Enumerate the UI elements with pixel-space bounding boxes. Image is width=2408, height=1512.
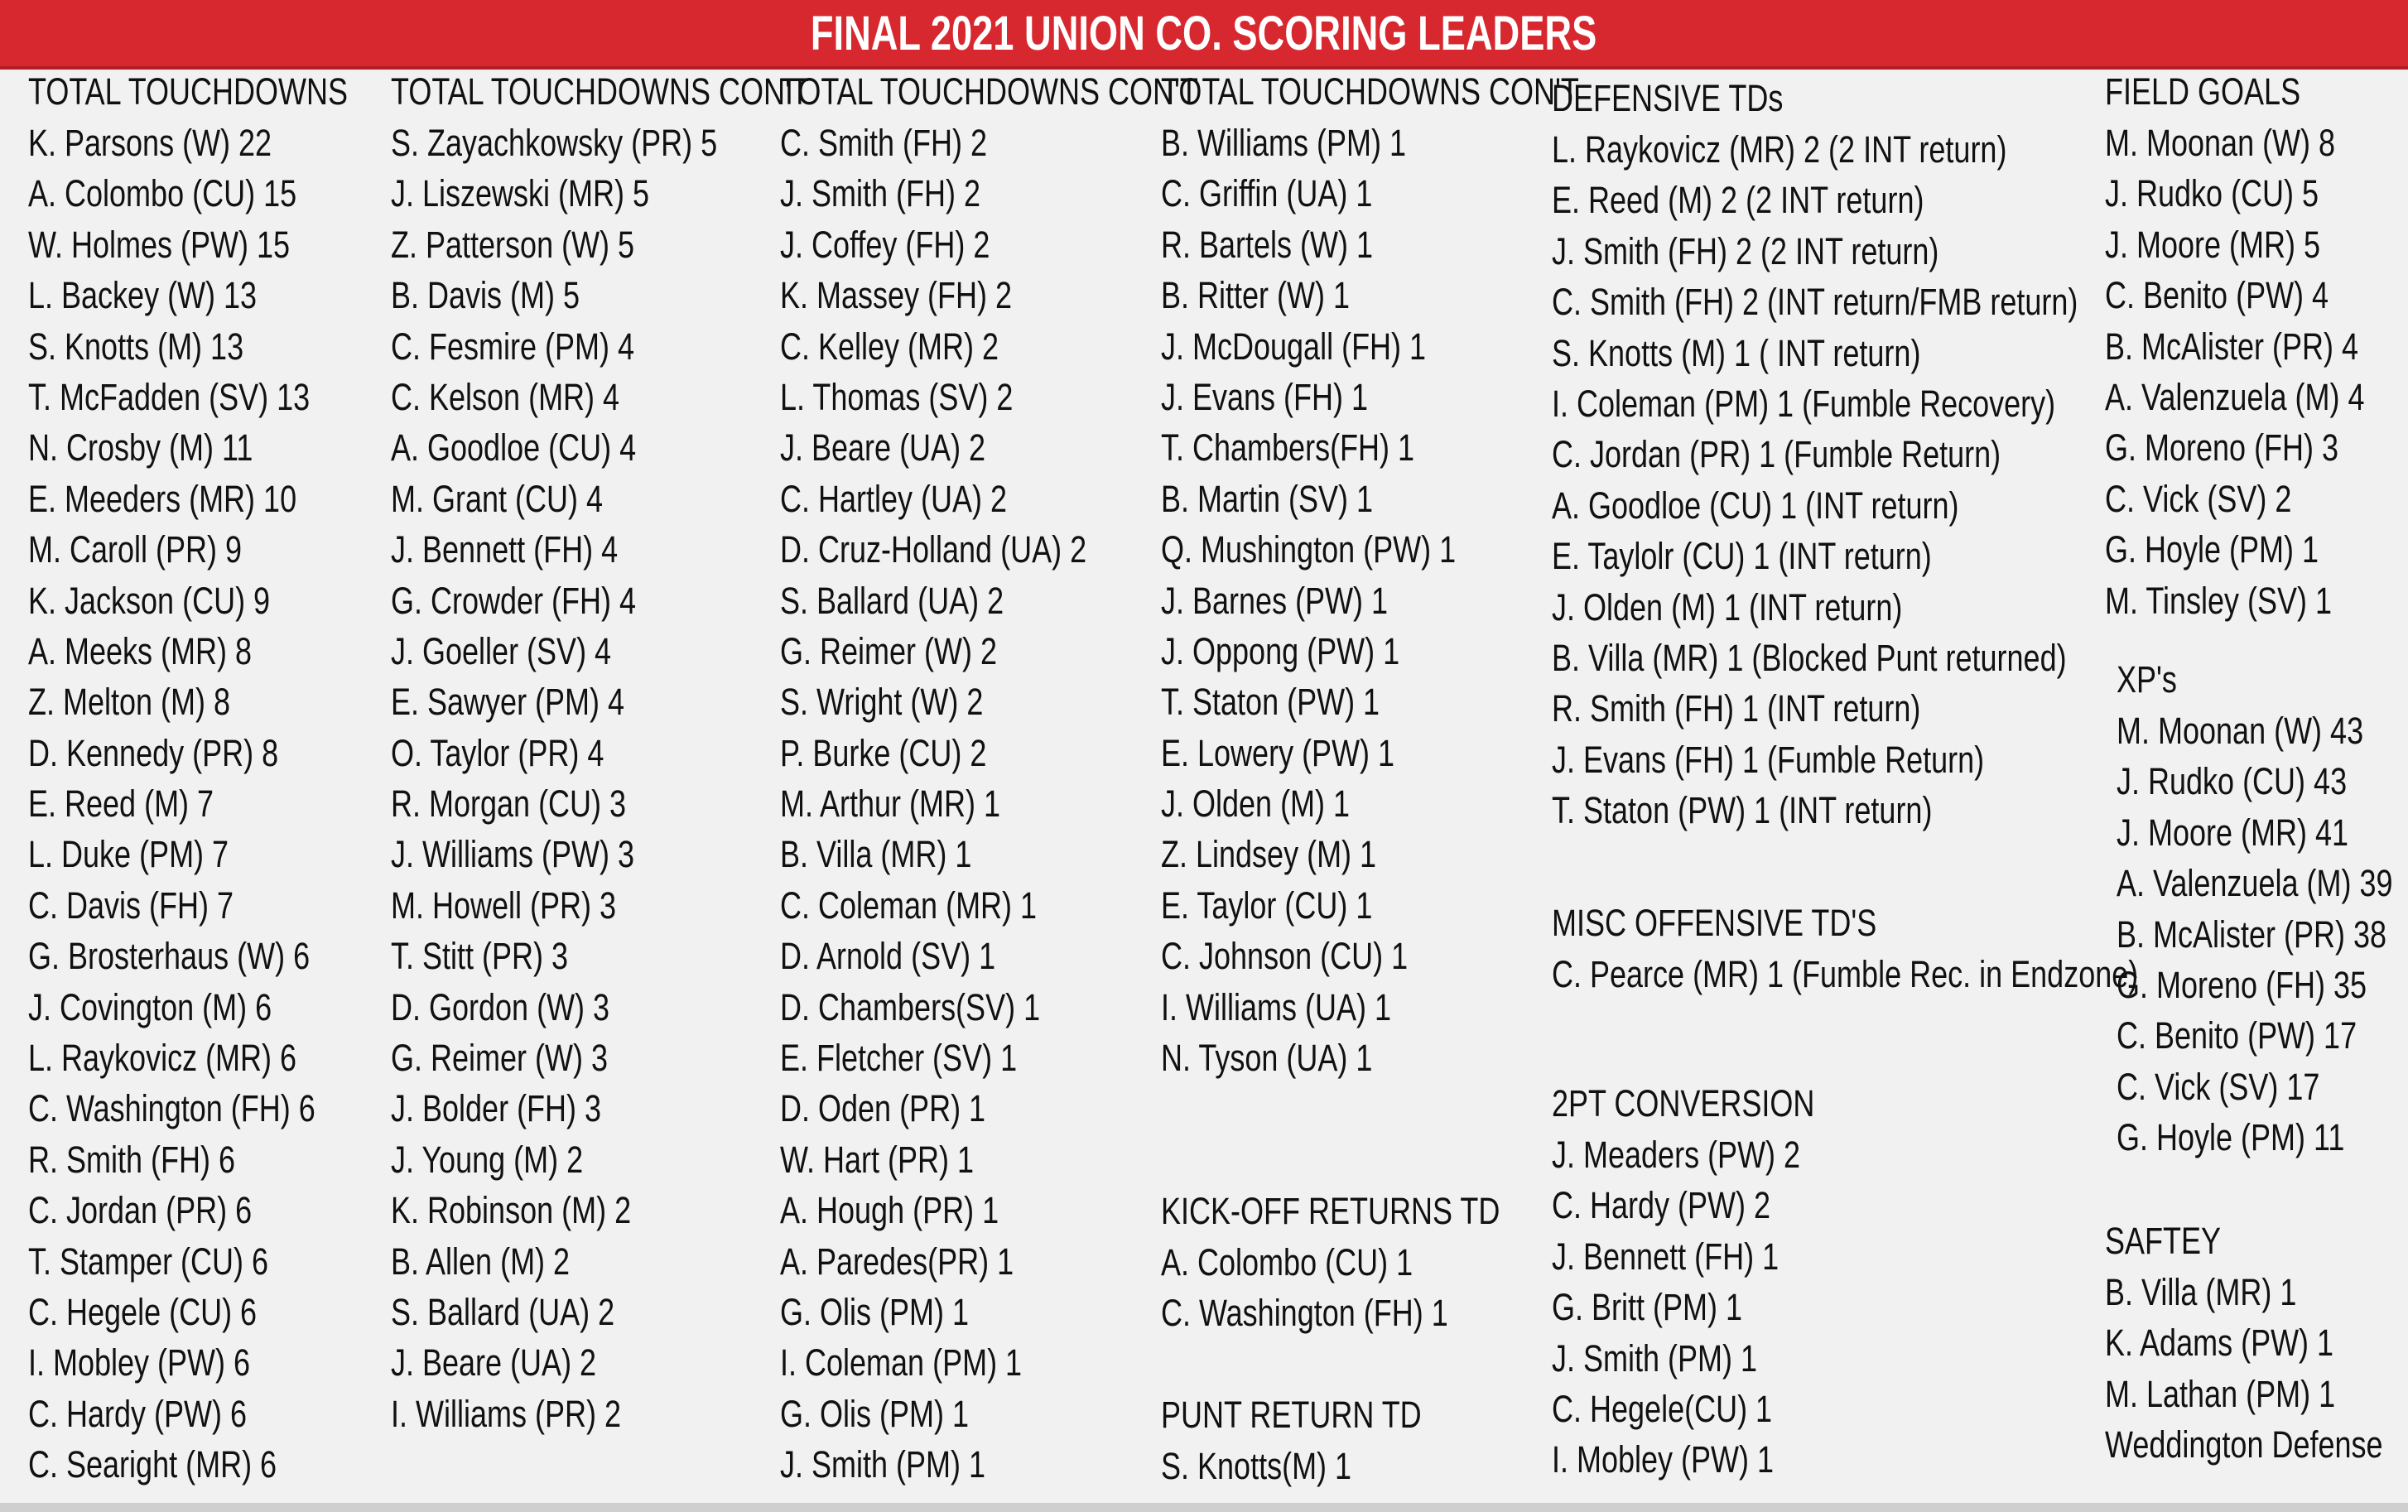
leader-entry: B. Davis (M) 5 (391, 274, 580, 317)
leader-entry: S. Knotts(M) 1 (1161, 1445, 1352, 1487)
leader-entry: C. Jordan (PR) 6 (28, 1189, 253, 1232)
leader-list (1161, 1237, 1585, 1339)
leader-entry: T. Stitt (PR) 3 (391, 935, 569, 978)
leader-entry: I. Coleman (PM) 1 (780, 1341, 1023, 1384)
leader-entry: E. Sawyer (PM) 4 (391, 681, 625, 724)
leader-entry: C. Benito (PW) 4 (2105, 274, 2329, 317)
leader-entry: J. Covington (M) 6 (28, 985, 272, 1028)
leader-entry: B. Ritter (W) 1 (1161, 274, 1351, 317)
leader-entry: J. Barnes (PW) 1 (1161, 579, 1389, 622)
leader-entry: J. Smith (PM) 1 (780, 1443, 986, 1486)
leader-entry: G. Reimer (W) 2 (780, 629, 998, 672)
leader-entry: D. Arnold (SV) 1 (780, 935, 996, 978)
leader-entry: J. Meaders (PW) 2 (1552, 1134, 1801, 1176)
leader-entry: S. Wright (W) 2 (780, 681, 984, 724)
leader-entry: B. Williams (PM) 1 (1161, 122, 1406, 164)
leader-list (1552, 1129, 1881, 1486)
section-kickoff-returns (1161, 1186, 1585, 1339)
leader-entry: S. Ballard (UA) 2 (391, 1290, 615, 1333)
leader-entry: M. Moonan (W) 43 (2117, 710, 2364, 752)
leader-entry: L. Backey (W) 13 (28, 274, 258, 317)
leader-entry: M. Moonan (W) 8 (2105, 122, 2336, 164)
leader-entry: S. Ballard (UA) 2 (780, 579, 1004, 622)
leader-entry: A. Valenzuela (M) 4 (2105, 375, 2365, 418)
leader-entry: C. Hegele (CU) 6 (28, 1290, 258, 1333)
leader-entry: R. Smith (FH) 6 (28, 1138, 236, 1181)
page-title: FINAL 2021 UNION CO. SCORING LEADERS (811, 6, 1597, 60)
leader-entry: D. Gordon (W) 3 (391, 985, 610, 1028)
leader-entry: L. Raykovicz (MR) 2 (2 INT return) (1552, 128, 2007, 171)
leader-entry: J. Goeller (SV) 4 (391, 629, 612, 672)
leader-list (2105, 1267, 2408, 1471)
leader-entry: W. Hart (PR) 1 (780, 1138, 975, 1181)
section-punt-return (1161, 1389, 1486, 1491)
leader-entry: B. Villa (MR) 1 (Blocked Punt returned) (1552, 636, 2067, 679)
leader-entry: K. Jackson (CU) 9 (28, 579, 271, 622)
leader-entry: K. Adams (PW) 1 (2105, 1322, 2334, 1365)
leader-entry: C. Smith (FH) 2 (780, 122, 988, 164)
leader-entry: K. Parsons (W) 22 (28, 122, 272, 164)
leader-entry: B. Villa (MR) 1 (780, 833, 972, 876)
column-total-touchdowns (28, 66, 376, 1503)
leader-entry: A. Goodloe (CU) 4 (391, 426, 637, 469)
title-banner (0, 0, 2408, 70)
leader-entry: C. Pearce (MR) 1 (Fumble Rec. in Endzone) (1552, 953, 2139, 995)
section-total-touchdowns (28, 66, 428, 1490)
leader-entry: G. Hoyle (PM) 11 (2117, 1116, 2345, 1159)
column-total-touchdowns-cont-2 (780, 66, 1198, 1503)
leader-entry: J. Moore (MR) 41 (2117, 811, 2349, 854)
leader-entry: D. Kennedy (PR) 8 (28, 731, 279, 774)
section-heading: TOTAL TOUCHDOWNS (28, 70, 349, 113)
leader-entry: D. Cruz-Holland (UA) 2 (780, 528, 1087, 571)
leader-entry: E. Reed (M) 2 (2 INT return) (1552, 179, 1924, 222)
section-safety (2105, 1216, 2408, 1471)
leader-entry: L. Raykovicz (MR) 6 (28, 1037, 297, 1080)
leader-entry: E. Lowery (PW) 1 (1161, 731, 1395, 774)
section-heading: DEFENSIVE TDs (1552, 77, 1784, 119)
leader-entry: J. Oppong (PW) 1 (1161, 629, 1400, 672)
section-heading: XP's (2117, 658, 2177, 701)
leader-entry: C. Hardy (PW) 2 (1552, 1184, 1771, 1227)
leader-entry: J. McDougall (FH) 1 (1161, 325, 1427, 368)
leader-entry: C. Benito (PW) 17 (2117, 1014, 2357, 1057)
leader-entry: C. Griffin (UA) 1 (1161, 172, 1373, 215)
leader-entry: I. Coleman (PM) 1 (Fumble Recovery) (1552, 382, 2056, 425)
leader-entry: M. Tinsley (SV) 1 (2105, 579, 2333, 622)
leader-entry: G. Reimer (W) 3 (391, 1037, 609, 1080)
leader-entry: C. Hegele(CU) 1 (1552, 1387, 1773, 1430)
leader-entry: G. Britt (PM) 1 (1552, 1286, 1743, 1329)
leader-entry: C. Kelley (MR) 2 (780, 325, 999, 368)
leader-entry: B. McAlister (PR) 4 (2105, 325, 2359, 368)
leader-entry: T. Staton (PW) 1 (INT return) (1552, 789, 1933, 832)
leader-entry: J. Olden (M) 1 (INT return) (1552, 585, 1903, 628)
leader-entry: A. Paredes(PR) 1 (780, 1240, 1014, 1283)
leader-entry: I. Williams (UA) 1 (1161, 985, 1391, 1028)
leader-entry: G. Moreno (FH) 35 (2117, 963, 2367, 1006)
leader-entry: D. Oden (PR) 1 (780, 1087, 986, 1130)
leader-entry: K. Robinson (M) 2 (391, 1189, 632, 1232)
leader-entry: J. Evans (FH) 1 (1161, 375, 1369, 418)
leader-entry: J. Coffey (FH) 2 (780, 223, 990, 266)
leader-entry: A. Meeks (MR) 8 (28, 629, 253, 672)
leader-entry: C. Kelson (MR) 4 (391, 375, 620, 418)
section-heading: MISC OFFENSIVE TD'S (1552, 902, 1877, 944)
leader-entry: W. Holmes (PW) 15 (28, 223, 291, 266)
leader-entry: J. Olden (M) 1 (1161, 782, 1351, 826)
section-field-goals (2105, 66, 2408, 626)
leader-entry: Z. Lindsey (M) 1 (1161, 833, 1377, 876)
leader-entry: C. Davis (FH) 7 (28, 884, 234, 927)
leader-entry: D. Chambers(SV) 1 (780, 985, 1041, 1028)
leader-entry: B. McAlister (PR) 38 (2117, 912, 2387, 956)
leader-entry: N. Tyson (UA) 1 (1161, 1037, 1373, 1080)
leader-entry: I. Mobley (PW) 1 (1552, 1438, 1775, 1481)
leader-entry: J. Williams (PW) 3 (391, 833, 634, 876)
leader-entry: J. Smith (FH) 2 (2 INT return) (1552, 229, 1939, 272)
section-heading: TOTAL TOUCHDOWNS CON'T (391, 70, 809, 113)
leader-entry: T. Staton (PW) 1 (1161, 681, 1380, 724)
leader-entry: E. Reed (M) 7 (28, 782, 214, 826)
leader-entry: A. Valenzuela (M) 39 (2117, 862, 2393, 905)
leader-entry: G. Olis (PM) 1 (780, 1392, 970, 1435)
leader-entry: C. Washington (FH) 1 (1161, 1292, 1448, 1335)
leader-entry: P. Burke (CU) 2 (780, 731, 987, 774)
leader-entry: A. Hough (PR) 1 (780, 1189, 999, 1232)
leader-entry: R. Morgan (CU) 3 (391, 782, 627, 826)
leader-entry: J. Smith (FH) 2 (780, 172, 981, 215)
leader-entry: J. Young (M) 2 (391, 1138, 584, 1181)
leader-entry: M. Caroll (PR) 9 (28, 528, 243, 571)
section-extra-points (2117, 654, 2408, 1163)
leader-entry: I. Mobley (PW) 6 (28, 1341, 251, 1384)
leader-entry: T. Chambers(FH) 1 (1161, 426, 1415, 469)
leader-entry: A. Goodloe (CU) 1 (INT return) (1552, 484, 1959, 527)
leader-entry: M. Lathan (PM) 1 (2105, 1372, 2336, 1415)
leader-list (1161, 1441, 1486, 1491)
column-total-touchdowns-cont-3 (1161, 66, 1579, 1503)
column-defensive-and-misc (1552, 66, 2139, 1503)
section-heading: KICK-OFF RETURNS TD (1161, 1190, 1500, 1232)
leader-entry: Weddington Defense (2105, 1423, 2383, 1466)
column-total-touchdowns-cont-1 (391, 66, 809, 1503)
leader-entry: E. Taylor (CU) 1 (1161, 884, 1373, 927)
leader-entry: J. Bolder (FH) 3 (391, 1087, 602, 1130)
leader-entry: G. Hoyle (PM) 1 (2105, 528, 2319, 571)
leader-entry: L. Duke (PM) 7 (28, 833, 229, 876)
leader-entry: L. Thomas (SV) 2 (780, 375, 1014, 418)
leader-entry: R. Smith (FH) 1 (INT return) (1552, 687, 1921, 730)
leader-entry: G. Brosterhaus (W) 6 (28, 935, 311, 978)
leader-entry: T. Stamper (CU) 6 (28, 1240, 269, 1283)
section-heading: TOTAL TOUCHDOWNS CON'T (780, 70, 1198, 113)
leader-list (28, 118, 428, 1490)
leader-entry: C. Washington (FH) 6 (28, 1087, 315, 1130)
leader-entry: J. Beare (UA) 2 (391, 1341, 597, 1384)
leader-entry: C. Hardy (PW) 6 (28, 1392, 248, 1435)
leader-entry: C. Searight (MR) 6 (28, 1443, 277, 1486)
leader-entry: G. Crowder (FH) 4 (391, 579, 637, 622)
leader-list (2105, 118, 2408, 626)
leader-entry: C. Vick (SV) 17 (2117, 1065, 2320, 1108)
bottom-border (0, 1503, 2408, 1512)
leader-entry: J. Moore (MR) 5 (2105, 223, 2321, 266)
leader-entry: B. Martin (SV) 1 (1161, 477, 1374, 520)
leader-entry: S. Knotts (M) 13 (28, 325, 244, 368)
leader-entry: J. Beare (UA) 2 (780, 426, 986, 469)
leader-entry: T. McFadden (SV) 13 (28, 375, 311, 418)
section-heading: PUNT RETURN TD (1161, 1394, 1422, 1436)
leader-entry: J. Evans (FH) 1 (Fumble Return) (1552, 738, 1985, 781)
leader-entry: M. Howell (PR) 3 (391, 884, 617, 927)
leader-entry: S. Knotts (M) 1 ( INT return) (1552, 331, 1921, 374)
leader-entry: S. Zayachkowsky (PR) 5 (391, 122, 718, 164)
leader-entry: G. Olis (PM) 1 (780, 1290, 970, 1333)
leader-entry: E. Meeders (MR) 10 (28, 477, 297, 520)
leader-entry: N. Crosby (M) 11 (28, 426, 253, 469)
leader-entry: J. Rudko (CU) 5 (2105, 172, 2319, 215)
section-2pt-conversion (1552, 1078, 1881, 1486)
leader-entry: Z. Patterson (W) 5 (391, 223, 635, 266)
leader-entry: C. Vick (SV) 2 (2105, 477, 2292, 520)
leader-entry: A. Colombo (CU) 15 (28, 172, 297, 215)
leader-entry: B. Villa (MR) 1 (2105, 1271, 2297, 1313)
leader-entry: Q. Mushington (PW) 1 (1161, 528, 1457, 571)
leader-entry: J. Smith (PM) 1 (1552, 1336, 1758, 1380)
section-heading: FIELD GOALS (2105, 70, 2301, 113)
leader-entry: M. Arthur (MR) 1 (780, 782, 1001, 826)
leader-entry: C. Smith (FH) 2 (INT return/FMB return) (1552, 281, 2078, 324)
leader-entry: K. Massey (FH) 2 (780, 274, 1013, 317)
leader-entry: M. Grant (CU) 4 (391, 477, 604, 520)
section-heading: TOTAL TOUCHDOWNS CON'T (1161, 70, 1579, 113)
leader-entry: A. Colombo (CU) 1 (1161, 1241, 1413, 1283)
leader-entry: E. Fletcher (SV) 1 (780, 1037, 1018, 1080)
leader-entry: C. Jordan (PR) 1 (Fumble Return) (1552, 433, 2001, 476)
leader-list (2117, 705, 2408, 1163)
leader-entry: R. Bartels (W) 1 (1161, 223, 1374, 266)
leader-entry: J. Liszewski (MR) 5 (391, 172, 650, 215)
section-heading: 2PT CONVERSION (1552, 1082, 1815, 1124)
leader-entry: C. Coleman (MR) 1 (780, 884, 1038, 927)
leader-entry: O. Taylor (PR) 4 (391, 731, 604, 774)
leader-entry: G. Moreno (FH) 3 (2105, 426, 2339, 469)
section-heading: SAFTEY (2105, 1220, 2222, 1262)
leader-entry: J. Bennett (FH) 1 (1552, 1235, 1780, 1278)
leader-entry: J. Bennett (FH) 4 (391, 528, 619, 571)
leader-entry: C. Fesmire (PM) 4 (391, 325, 635, 368)
column-kicking-and-safety (2105, 66, 2403, 1503)
leader-entry: E. Taylolr (CU) 1 (INT return) (1552, 535, 1932, 578)
leader-entry: Z. Melton (M) 8 (28, 681, 231, 724)
leader-entry: J. Rudko (CU) 43 (2117, 760, 2348, 803)
leader-entry: C. Hartley (UA) 2 (780, 477, 1008, 520)
leader-entry: I. Williams (PR) 2 (391, 1392, 621, 1435)
leader-entry: B. Allen (M) 2 (391, 1240, 571, 1283)
leader-entry: C. Johnson (CU) 1 (1161, 935, 1409, 978)
